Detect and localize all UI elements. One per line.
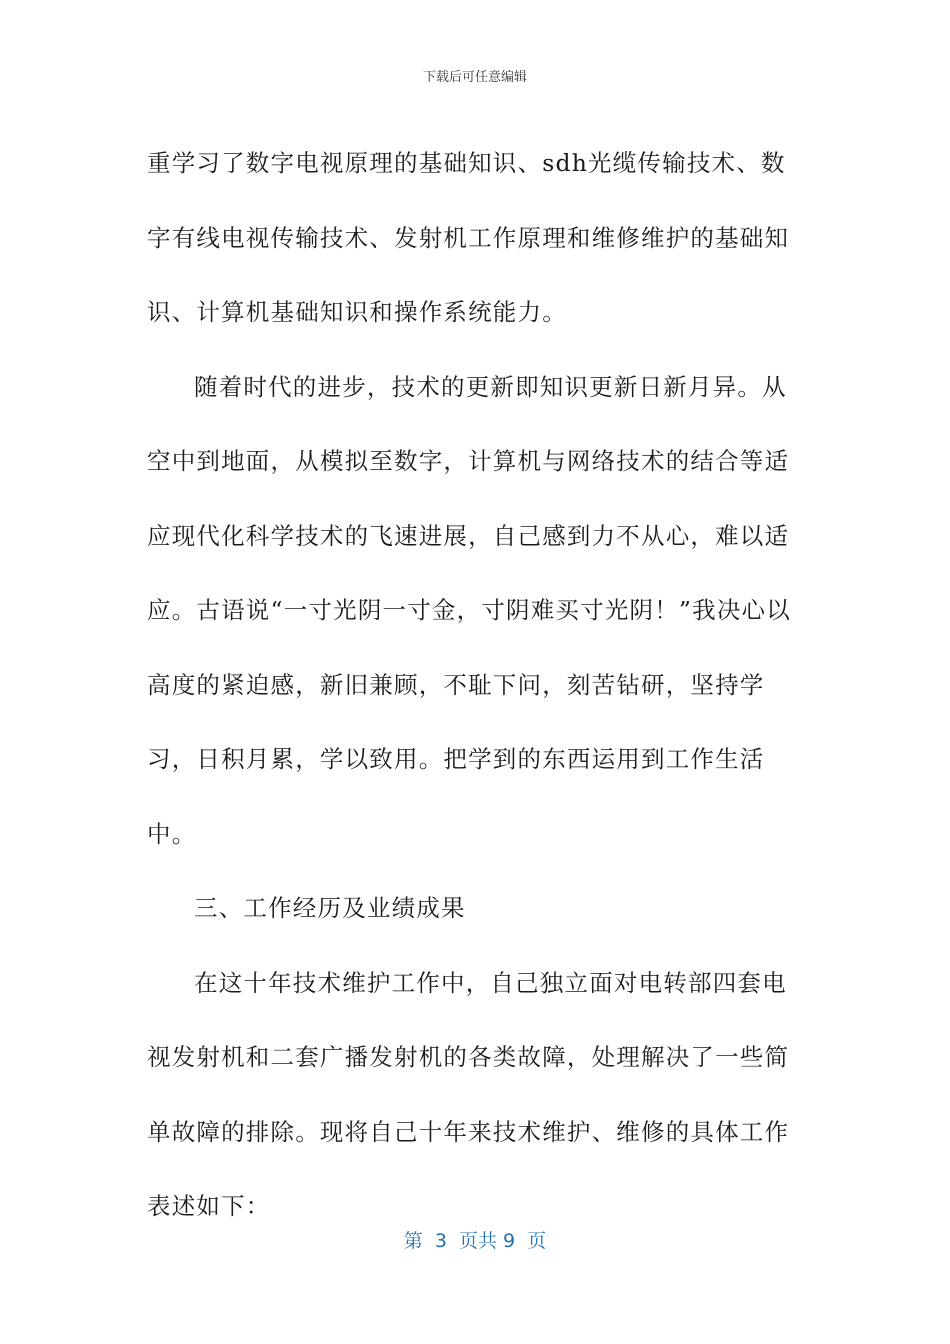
page-number: 第 3 页共 9 页	[403, 1230, 547, 1252]
paragraph-work-experience: 在这十年技术维护工作中，自己独立面对电转部四套电视发射机和二套广播发射机的各类故障，处理解决了一些简单故障的排除。现将自己十年来技术维护、维修的具体工作表述如下：	[147, 968, 790, 1220]
document-body	[147, 126, 797, 1244]
header-note: 下载后可任意编辑	[422, 70, 527, 85]
paragraph-continuation: 重学习了数字电视原理的基础知识、sdh光缆传输技术、数字有线电视传输技术、发射机工作原理和维修维护的基础知识、计算机基础知识和操作系统能力。	[147, 149, 790, 326]
section-heading: 三、工作经历及业绩成果	[194, 894, 466, 922]
paragraph-progress: 随着时代的进步，技术的更新即知识更新日新月异。从空中到地面，从模拟至数字，计算机与网络技术的结合等适应现代化科学技术的飞速进展，自己感到力不从心，难以适应。古语说“一寸光阴一寸金，寸阴难买寸光阴！”我决心以高度的紧迫感，新旧兼顾，不耻下问，刻苦钻研，坚持学习，日积月累，学以致用。把学到的东西运用到工作生活中。	[147, 372, 791, 848]
